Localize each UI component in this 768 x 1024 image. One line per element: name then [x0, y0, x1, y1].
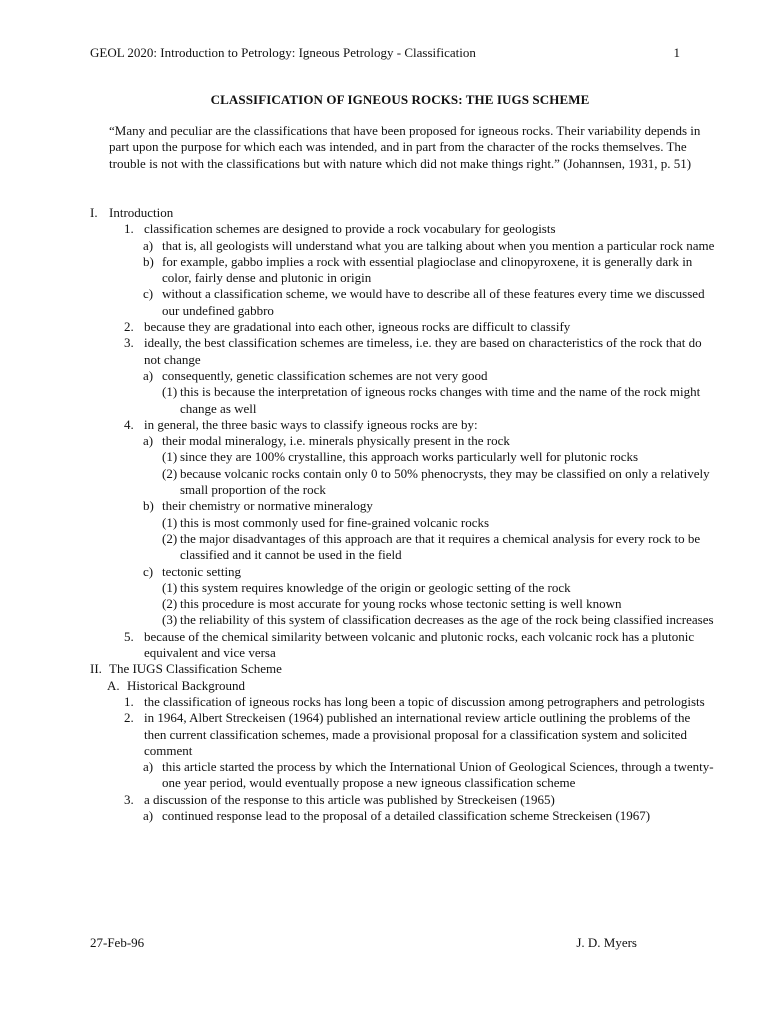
- outline-marker: a): [143, 433, 154, 449]
- outline-text: in general, the three basic ways to classify igneous rocks are by:: [144, 416, 478, 432]
- outline-text: consequently, genetic classification schemes are not very good: [162, 367, 488, 383]
- outline-item: [90, 368, 715, 384]
- outline-item: [90, 238, 715, 254]
- outline-text: The IUGS Classification Scheme: [109, 661, 282, 677]
- outline-marker: (2): [162, 596, 178, 612]
- outline-item: [90, 531, 715, 564]
- outline-item: [90, 612, 715, 628]
- outline-marker: (2): [162, 530, 178, 546]
- outline-text: without a classification scheme, we would have to describe all of these features every time we discussed our undefined gabbro: [162, 286, 705, 318]
- outline-marker: 2.: [124, 319, 134, 335]
- outline-item: [90, 221, 715, 237]
- outline-text: since they are 100% crystalline, this approach works particularly well for plutonic rocks: [180, 449, 639, 465]
- outline-marker: A.: [107, 677, 120, 693]
- outline-item: [90, 661, 715, 677]
- outline-marker: a): [143, 807, 154, 823]
- outline-item: [90, 498, 715, 514]
- outline-item: [90, 254, 715, 287]
- outline-item: [90, 449, 715, 465]
- outline-text: Introduction: [109, 205, 174, 220]
- outline-item: [90, 759, 715, 792]
- outline-marker: 4.: [124, 416, 134, 432]
- outline-item: [90, 678, 715, 694]
- outline-text: that is, all geologists will understand what you are talking about when you mention a particular rock name: [162, 237, 715, 253]
- outline-item: [90, 564, 715, 580]
- outline-marker: a): [143, 237, 154, 253]
- outline-text: because of the chemical similarity between volcanic and plutonic rocks, each volcanic rock has a plutonic equivalent and vice versa: [144, 628, 695, 661]
- outline-item: [90, 417, 715, 433]
- outline-item: [90, 710, 715, 759]
- outline-text: this article started the process by which the International Union of Geological Sciences, through a twenty-one year period, would eventually propose a new igneous classification scheme: [162, 759, 714, 791]
- footer-author: J. D. Myers: [576, 935, 637, 950]
- page-number: 1: [673, 45, 680, 60]
- outline-marker: a): [143, 367, 154, 383]
- outline-text: tectonic setting: [162, 563, 242, 579]
- outline-marker: (1): [162, 449, 178, 465]
- outline-item: [90, 466, 715, 499]
- outline-text: a discussion of the response to this article was published by Streckeisen (1965): [144, 791, 555, 807]
- outline-marker: 5.: [124, 628, 134, 644]
- outline-marker: 1.: [124, 693, 134, 709]
- outline-marker: 2.: [124, 710, 134, 726]
- outline-item: [90, 286, 715, 319]
- outline-item: [90, 319, 715, 335]
- outline-item: [90, 792, 715, 808]
- outline-item: [90, 433, 715, 449]
- outline-text: their chemistry or normative mineralogy: [162, 498, 373, 514]
- outline-text: in 1964, Albert Streckeisen (1964) published an international review article outlining the problems of the then current classification schemes, made a provisional proposal for a classification system and solicited comment: [144, 710, 691, 758]
- outline-text: continued response lead to the proposal of a detailed classification scheme Streckeisen (1967): [162, 807, 651, 823]
- outline-item: [90, 596, 715, 612]
- outline-item: [90, 694, 715, 710]
- outline-text: this is because the interpretation of igneous rocks changes with time and the name of the rock might change as well: [180, 384, 701, 416]
- outline-marker: 3.: [124, 791, 134, 807]
- outline-marker: c): [143, 563, 154, 579]
- running-header: [90, 45, 680, 61]
- outline-marker: b): [143, 253, 154, 269]
- outline-text: because volcanic rocks contain only 0 to 50% phenocrysts, they may be classified on only a relatively small proportion of the rock: [180, 465, 710, 498]
- outline-text: because they are gradational into each other, igneous rocks are difficult to classify: [144, 319, 571, 335]
- outline-item: [90, 580, 715, 596]
- outline-item: [90, 384, 715, 417]
- outline-text: classification schemes are designed to provide a rock vocabulary for geologists: [144, 221, 556, 237]
- outline-marker: (1): [162, 384, 178, 400]
- outline-marker: a): [143, 759, 154, 775]
- outline-marker: I.: [90, 205, 98, 220]
- outline-marker: 1.: [124, 221, 134, 237]
- outline-marker: (1): [162, 579, 178, 595]
- outline-text: this system requires knowledge of the origin or geologic setting of the rock: [180, 579, 571, 595]
- outline-text: the reliability of this system of classification decreases as the age of the rock being classified increases: [180, 612, 714, 628]
- course-title: GEOL 2020: Introduction to Petrology: Igneous Petrology - Classification: [90, 45, 476, 60]
- outline-marker: b): [143, 498, 154, 514]
- outline-marker: (1): [162, 514, 178, 530]
- outline: [90, 205, 715, 824]
- outline-text: ideally, the best classification schemes are timeless, i.e. they are based on characteristics of the rock that do not change: [144, 335, 702, 367]
- outline-item: [90, 515, 715, 531]
- document-title: CLASSIFICATION OF IGNEOUS ROCKS: THE IUGS SCHEME: [210, 92, 590, 107]
- outline-marker: (3): [162, 612, 178, 628]
- outline-item: [90, 335, 715, 368]
- running-footer: [90, 935, 637, 951]
- outline-text: for example, gabbo implies a rock with essential plagioclase and clinopyroxene, it is generally dark in color, fairly dense and plutonic in origin: [162, 253, 693, 286]
- outline-item: [90, 629, 715, 662]
- epigraph-quote: “Many and peculiar are the classifications that have been proposed for igneous rocks. Their variability depends in part upon the purpose for which each was intended, and in part from the character of the rocks themselves. The trouble is not with the classifications but with nature which did not make things right.” (Johannsen, 1931, p. 51): [109, 123, 701, 171]
- outline-item: [90, 205, 715, 221]
- outline-marker: II.: [90, 661, 102, 677]
- outline-marker: 3.: [124, 335, 134, 351]
- footer-date: 27-Feb-96: [90, 935, 145, 950]
- outline-marker: c): [143, 286, 154, 302]
- outline-text: their modal mineralogy, i.e. minerals physically present in the rock: [162, 433, 510, 449]
- outline-text: this procedure is most accurate for young rocks whose tectonic setting is well known: [180, 596, 622, 612]
- outline-text: the major disadvantages of this approach are that it requires a chemical analysis for every rock to be classified and it cannot be used in the field: [180, 530, 701, 563]
- outline-text: the classification of igneous rocks has long been a topic of discussion among petrographers and petrologists: [144, 693, 705, 709]
- outline-text: Historical Background: [127, 677, 246, 693]
- outline-marker: (2): [162, 465, 178, 481]
- outline-item: [90, 808, 715, 824]
- outline-text: this is most commonly used for fine-grained volcanic rocks: [180, 514, 490, 530]
